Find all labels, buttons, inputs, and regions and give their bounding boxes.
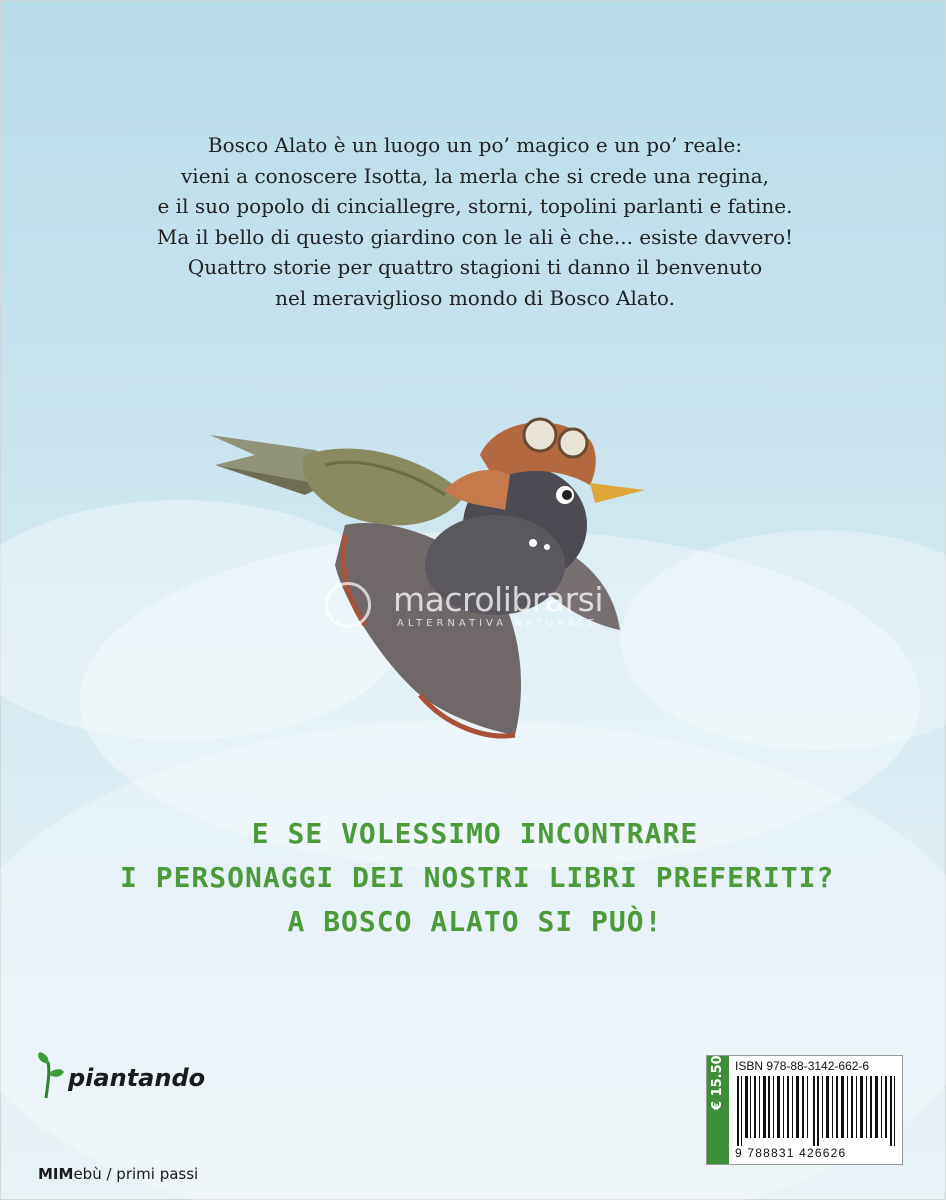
blurb-line: vieni a conoscere Isotta, la merla che si crede una regina, — [181, 163, 769, 188]
barcode-panel — [706, 1055, 903, 1165]
back-cover-blurb — [120, 130, 830, 313]
watermark-tagline: ALTERNATIVA NATURALE — [397, 618, 599, 629]
slogan-line: E SE VOLESSIMO INCONTRARE — [251, 817, 699, 850]
watermark-name: macrolibrarsi — [393, 580, 604, 619]
publisher-logo — [36, 1052, 216, 1102]
series-imprint — [38, 1165, 198, 1183]
watermark-logo-icon — [325, 582, 371, 628]
sprout-icon — [36, 1052, 68, 1100]
slogan-line: I PERSONAGGI DEI NOSTRI LIBRI PREFERITI? — [120, 861, 835, 894]
series-name-b: / primi passi — [106, 1165, 199, 1183]
watermark — [325, 580, 645, 630]
price-strip — [707, 1056, 729, 1164]
blurb-line: Bosco Alato è un luogo un po’ magico e un po’ reale: — [207, 133, 743, 157]
blurb-line: Ma il bello di questo giardino con le ali è che... esiste davvero! — [156, 224, 794, 249]
green-slogan — [120, 812, 835, 944]
slogan-line: A BOSCO ALATO SI PUÒ! — [287, 905, 663, 938]
blurb-line: Quattro storie per quattro stagioni ti danno il benvenuto — [187, 255, 763, 279]
publisher-logo-name: piantando — [68, 1064, 206, 1092]
blurb-line: e il suo popolo di cinciallegre, storni, topolini parlanti e fatine. — [157, 194, 793, 218]
barcode-bars — [735, 1076, 897, 1146]
isbn-label: ISBN 978-88-3142-662-6 — [735, 1059, 870, 1073]
imprint-name: MIM — [38, 1165, 74, 1183]
ean-digits: 9 788831 426626 — [735, 1146, 847, 1160]
blurb-line: nel meraviglioso mondo di Bosco Alato. — [275, 285, 675, 310]
price-label: € 15.50 — [710, 1055, 725, 1110]
series-name-a: ebù — [73, 1165, 102, 1183]
